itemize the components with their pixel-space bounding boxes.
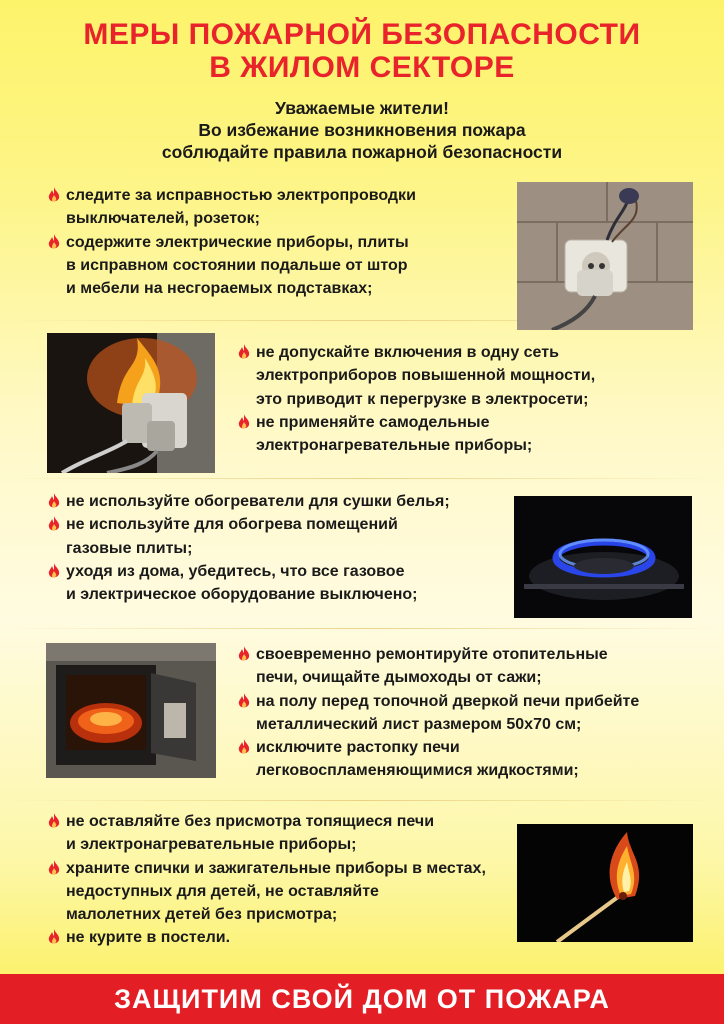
tip-line: храните спички и зажигательные приборы в местах, [66,859,486,877]
intro-line-2: соблюдайте правила пожарной безопасности [161,142,563,162]
tip-line: легковоспламеняющимися жидкостями; [256,762,579,780]
tip-line: и электрическое оборудование выключено; [66,586,418,604]
tip-line: недоступных для детей, не оставляйте [66,882,379,900]
tip-line: не используйте обогреватели для сушки белья; [66,493,450,510]
flame-icon [48,813,60,829]
tips-section-3 [46,490,506,606]
tip-line: на полу перед топочной дверкой печи прибейте [256,692,640,710]
title-line-1: МЕРЫ ПОЖАРНОЙ БЕЗОПАСНОСТИ [83,18,641,51]
photo-burning-match [517,824,693,942]
tip-line: исключите растопку печи [256,739,460,757]
poster-subtitle [0,97,724,163]
tip-line: своевременно ремонтируйте отопительные [256,646,608,663]
photo-overloaded-outlet [47,333,215,473]
tip-line: и электронагревательные приборы; [66,836,357,854]
flame-icon [48,860,60,876]
tip-line: электронагревательные приборы; [256,437,533,455]
tip-line: и мебели на несгораемых подставках; [66,280,373,298]
safety-tip [46,926,516,949]
tips-section-5 [46,810,516,950]
safety-tip [236,736,706,783]
flame-icon [48,187,60,203]
tip-line: электроприборов повышенной мощности, [256,367,596,385]
flame-icon [48,493,60,509]
tip-line: металлический лист размером 50х70 см; [256,715,582,733]
tip-line: в исправном состоянии подальше от штор [66,256,408,274]
tip-line: газовые плиты; [66,539,193,557]
flame-icon [238,414,250,430]
flame-icon [48,516,60,532]
footer-slogan: ЗАЩИТИМ СВОЙ ДОМ ОТ ПОЖАРА [0,974,724,1024]
flame-icon [48,929,60,945]
tip-line: не используйте для обогрева помещений [66,516,398,534]
intro-line-1: Во избежание возникновения пожара [198,120,526,140]
safety-tip [46,810,516,857]
tip-line: не курите в постели. [66,929,231,947]
safety-tip [46,513,506,560]
safety-tip [46,857,516,927]
tip-line: печи, очищайте дымоходы от сажи; [256,669,542,687]
tip-line: выключателей, розеток; [66,210,260,228]
safety-tip [46,231,506,301]
flame-icon [48,234,60,250]
tip-line: следите за исправностью электропроводки [66,187,416,204]
tips-section-4 [236,643,706,783]
tips-section-2 [236,341,696,457]
divider [0,800,724,801]
title-line-2: В ЖИЛОМ СЕКТОРЕ [209,51,515,84]
greeting: Уважаемые жители! [275,98,449,118]
tip-line: не применяйте самодельные [256,413,490,431]
tip-line: это приводит к перегрузке в электросети; [256,390,589,408]
safety-tip [46,490,506,513]
tip-line: уходя из дома, убедитесь, что все газовое [66,562,405,580]
flame-icon [238,739,250,755]
safety-tip [46,184,506,231]
tips-section-1 [46,184,506,300]
tip-line: содержите электрические приборы, плиты [66,233,409,251]
divider [0,478,724,479]
photo-stove-fire [46,643,216,778]
photo-gas-burner [514,496,692,618]
flame-icon [238,693,250,709]
flame-icon [238,646,250,662]
safety-tip [236,643,706,690]
flame-icon [238,344,250,360]
photo-faulty-socket [517,182,693,330]
flame-icon [48,563,60,579]
tip-line: не допускайте включения в одну сеть [256,344,559,361]
divider [0,628,724,629]
safety-tip [46,560,506,607]
poster-title [0,18,724,84]
tip-line: малолетних детей без присмотра; [66,906,338,924]
safety-tip [236,411,696,458]
safety-tip [236,690,706,737]
tip-line: не оставляйте без присмотра топящиеся печи [66,813,435,830]
safety-tip [236,341,696,411]
